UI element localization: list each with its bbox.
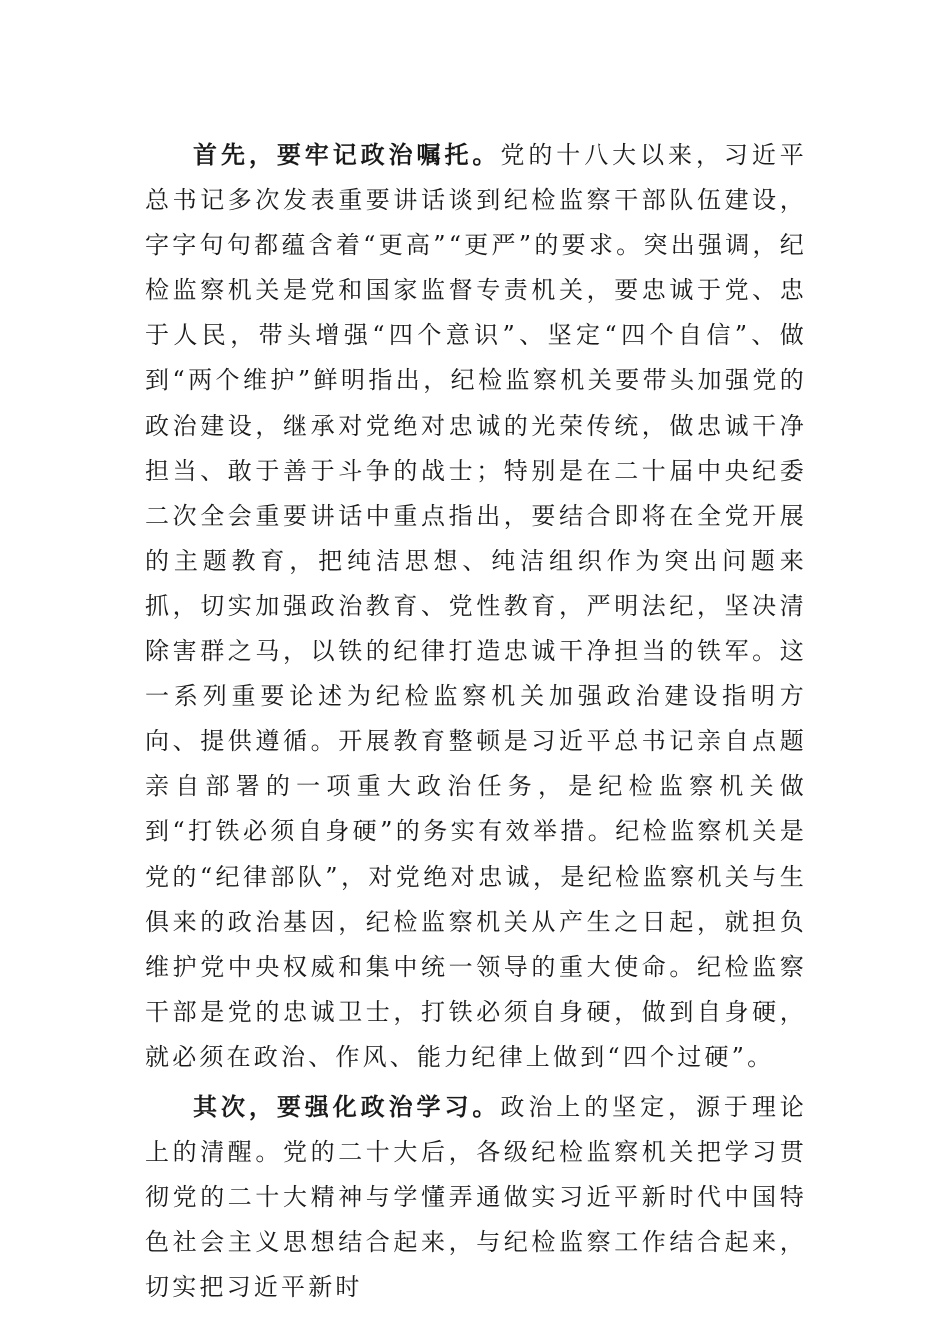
paragraph-first bbox=[145, 132, 807, 1080]
paragraph-lead-heading: 其次，要强化政治学习。 bbox=[193, 1091, 501, 1121]
paragraph-second bbox=[145, 1084, 807, 1310]
document-page bbox=[145, 132, 807, 1310]
paragraph-lead-heading: 首先，要牢记政治嘱托。 bbox=[193, 140, 501, 169]
paragraph-body-text: 政治上的坚定，源于理论上的清醒。党的二十大后，各级纪检监察机关把学习贯彻党的二十大精神与学懂弄通做实习近平新时代中国特色社会主义思想结合起来，与纪检监察工作结合起来，切实把习近平新时 bbox=[145, 1092, 807, 1302]
paragraph-body-text: 党的十八大以来，习近平总书记多次发表重要讲话谈到纪检监察干部队伍建设，字字句句都蕴含着“更高”“更严”的要求。突出强调，纪检监察机关是党和国家监督专责机关，要忠诚于党、忠于人民，带头增强“四个意识”、坚定“四个自信”、做到“两个维护”鲜明指出，纪检监察机关要带头加强党的政治建设，继承对党绝对忠诚的光荣传统，做忠诚干净担当、敢于善于斗争的战士；特别是在二十届中央纪委二次全会重要讲话中重点指出，要结合即将在全党开展的主题教育，把纯洁思想、纯洁组织作为突出问题来抓，切实加强政治教育、党性教育，严明法纪，坚决清除害群之马，以铁的纪律打造忠诚干净担当的铁军。这一系列重要论述为纪检监察机关加强政治建设指明方向、提供遵循。开展教育整顿是习近平总书记亲自点题亲自部署的一项重大政治任务，是纪检监察机关做到“打铁必须自身硬”的务实有效举措。纪检监察机关是党的“纪律部队”，对党绝对忠诚，是纪检监察机关与生俱来的政治基因，纪检监察机关从产生之日起，就担负维护党中央权威和集中统一领导的重大使命。纪检监察干部是党的忠诚卫士，打铁必须自身硬，做到自身硬，就必须在政治、作风、能力纪律上做到“四个过硬”。 bbox=[145, 141, 807, 1071]
